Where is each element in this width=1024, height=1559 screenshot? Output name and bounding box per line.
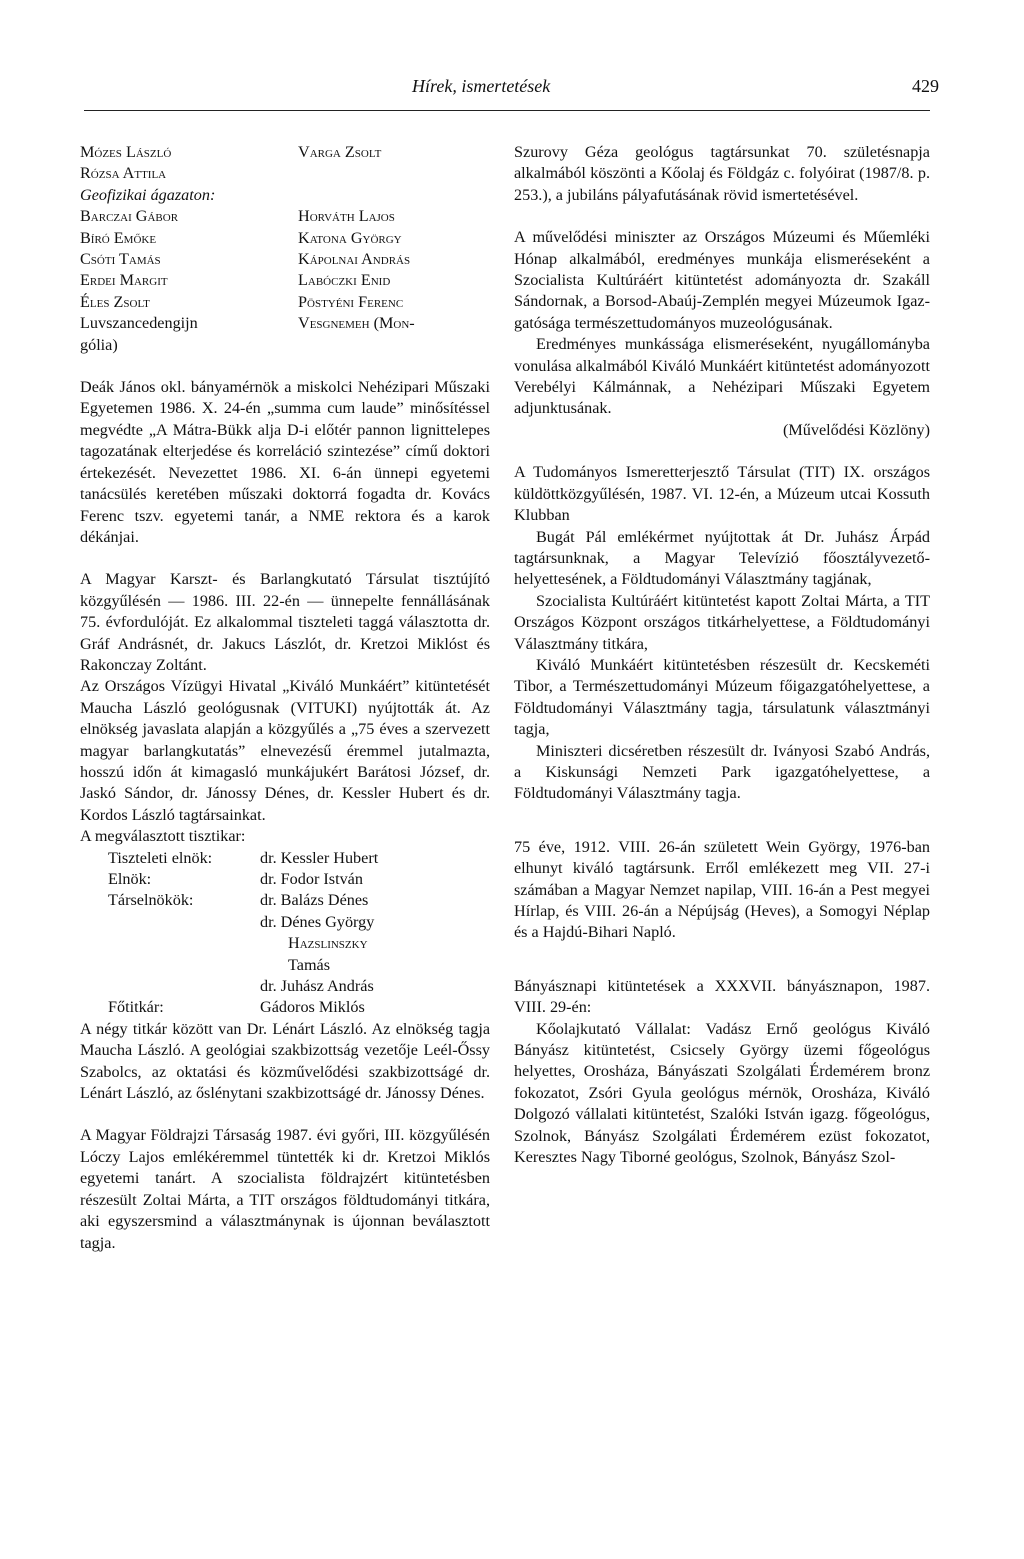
paragraph-kivalo: Kiváló Munkáért kitüntetésben részesült dr. Kecskeméti Tibor, a Természettudományi Múzeum főigazgatóhelyettese, a Földtudományi Választmány tagja, társulatunk választmányi tagja,: [514, 655, 930, 739]
officer-role: Főtitkár:: [108, 998, 164, 1017]
right-column: [514, 142, 930, 1168]
paragraph-bugat: Bugát Pál emlékérmet nyújtottak át Dr. Juhász Árpád tagtársunknak, a Magyar Televízió főosztályvezető-helyettesének, a Földtudományi Választmány tagjának,: [514, 527, 930, 589]
name-entry: Csóti Tamás: [80, 250, 161, 269]
name-entry: Katona György: [298, 228, 402, 247]
officer-row: [80, 997, 490, 1018]
name-entry-continuation: gólia): [80, 335, 118, 354]
name-entry: [298, 163, 490, 184]
officer-name: Gádoros Miklós: [260, 998, 365, 1017]
officer-role: [80, 912, 260, 933]
left-column: [80, 142, 490, 1254]
officer-name: Tamás: [288, 955, 331, 974]
paragraph-miniszteri: Miniszteri dicséretben részesült dr. Iványosi Szabó András, a Kiskunsági Nemzeti Park igazgatóhelyettese, a Földtudományi Választmány tagja.: [514, 741, 930, 803]
officer-role: [80, 955, 260, 976]
officer-role: Társelnökök:: [108, 891, 194, 910]
officer-row: [80, 848, 490, 869]
name-entry: Varga Zsolt: [298, 143, 382, 161]
paragraph-szurovy: Szurovy Géza geológus tagtársunkat 70. születésnapja alkalmából köszönti a Kőolaj és Földgáz c. folyóirat (1987/8. p. 253.), a jubiláns pályafutásának rövid ismertetésével.: [514, 143, 930, 204]
officer-name: dr. Balázs Dénes: [260, 891, 369, 910]
officer-role: Tiszteleti elnök:: [108, 848, 213, 867]
name-entry: Erdei Margit: [80, 271, 168, 290]
name-entry: Mózes László: [80, 143, 172, 161]
officer-name: dr. Dénes György: [260, 912, 375, 931]
paragraph-szoc-kult: Szocialista Kultúráért kitüntetést kapott Zoltai Márta, a TIT Országos Központ országos titkárhelyettese, a Földtudományi Választmány titkára,: [514, 591, 930, 653]
officer-row: [80, 890, 490, 911]
officer-row: [80, 955, 490, 976]
name-entry: Vesgnemeh (Mon-: [298, 314, 415, 333]
officer-row: [80, 976, 490, 997]
paragraph-foldrajzi: A Magyar Földrajzi Társaság 1987. évi győri, III. közgyűlésén Lóczy Lajos emlékéremmel tüntették ki dr. Kretzoi Miklós egyetemi tanárt. A szocialista földrajzért kitüntetésben részesült Zoltai Márta, a TIT országos földtudományi titkára, aki egyszersmind a választmánynak is újonnan beválasztott tagja.: [80, 1126, 490, 1252]
running-title: Hírek, ismertetések: [412, 76, 551, 96]
officer-name: dr. Juhász András: [260, 977, 374, 996]
name-entry: Bíró Emőke: [80, 228, 157, 247]
officer-row: [80, 933, 490, 954]
header-rule: [84, 110, 930, 111]
officer-row: [80, 869, 490, 890]
name-entry: Éles Zsolt: [80, 292, 150, 311]
paragraph-wein: 75 éve, 1912. VIII. 26-án született Wein György, 1976-ban elhunyt kiváló tagtársunk. Erről emlékezett meg VII. 27-i számában a Magyar Nemzet napilap, VIII. 16-án a Pest megyei Hírlap, és VIII. 26-án a Népújság (Heves), a Somogyi Néplap és a Hajdú-Bihari Napló.: [514, 837, 930, 942]
paragraph-deak: Deák János okl. bányamérnök a miskolci Nehézipari Műszaki Egyetemen 1986. X. 24-én „summa cum laude” minősítéssel megvédte „A Mátra-Bükk alja D-i előtér pannon lignittelepes tagozatának elterjedése és korreláció szintezése” című doktori értekezését. Nevezettet 1986. XI. 6-án ünnepi egyetemi tanácsülés keretében műszaki doktorrá fogadta dr. Kovács Ferenc tszv. egyetemi tanár, a NME rektora és a karok dékánjai.: [80, 378, 490, 546]
officer-name: Hazslinszky: [288, 934, 368, 953]
name-entry: Barczai Gábor: [80, 207, 179, 226]
paragraph-banyasznapi: Bányásznapi kitüntetések a XXXVII. bányásznapon, 1987. VIII. 29-én:: [514, 976, 930, 1017]
officers-list: [80, 848, 490, 1019]
paragraph-muvelodesi: A művelődési miniszter az Országos Múzeumi és Műemléki Hónap alkalmából, eredményes munkája elismeréseként a Szocialista Kultúráért kitüntetést adományozta dr. Szakáll Sándornak, a Borsod-Abaúj-Zemplén megyei Múzeumok Igazgatósága természettudományos muzeológusának.: [514, 228, 930, 332]
officer-row: [80, 912, 490, 933]
paragraph-eredmenyes: Eredményes munkássága elismeréseként, nyugállományba vonulása alkalmából Kiváló Munkáért kitüntetést adományozott Verebélyi Kálmánnak, a Nehézipari Műszaki Egyetem adjunktusának.: [514, 335, 930, 418]
name-entry: Horváth Lajos: [298, 207, 395, 226]
name-entry: Kápolnai András: [298, 250, 411, 269]
name-entry: Pöstyéni Ferenc: [298, 292, 404, 311]
officer-role: [80, 933, 260, 954]
paragraph-titkar: A négy titkár között van Dr. Lénárt László. Az elnökség tagja Maucha László. A geológiai szakbizottság vezetője Leél-Őssy Szabolcs, az oktatási és közművelődési szakbizottságé dr. Lénárt László, az őslénytani szakbizottságé dr. Jánossy Dénes.: [80, 1019, 490, 1103]
member-name-list: [80, 142, 490, 356]
name-entry: [298, 185, 490, 206]
section-label: Geofizikai ágazaton:: [80, 185, 216, 204]
paragraph-karszt: A Magyar Karszt- és Barlangkutató Társulat tisztújító közgyűlésén — 1986. III. 22-én — ünnepelte fennállásának 75. évfordulóját. Ez alkalommal tiszteleti taggá választotta dr. Gráf Andrásnét, dr. Jakucs Lászlót, dr. Kretzoi Miklóst és Rakonczay Zoltánt.: [80, 570, 490, 674]
paragraph-tit-intro: A Tudományos Ismeretterjesztő Társulat (TIT) IX. országos küldöttközgyűlésén, 1987. VI. 12-én, a Múzeum utcai Kossuth Klubban: [514, 463, 930, 525]
officer-name: dr. Fodor István: [260, 870, 363, 888]
officer-role: [80, 976, 260, 997]
paragraph-koolaj: Kőolajkutató Vállalat: Vadász Ernő geológus Kiváló Bányász kitüntetést, Csicsely György üzemi főgeológus helyettes, Orosháza, Bányászati Szolgálati Érdemérem bronz fokozatot, Zsóri Gyula geológus mérnök, Orosháza, Kiváló Dolgozó vállalati kitüntetést, Szalóki István igazg. főgeológus, Szolnok, Bányász Szolgálati Érdemérem ezüst fokozatot, Keresztes Nagy Tiborné geológus, Szolnok, Bányász Szol-: [514, 1019, 930, 1167]
officers-intro: A megválasztott tisztikar:: [80, 827, 246, 846]
source-note: (Művelődési Közlöny): [782, 420, 930, 439]
paragraph-vizugyi: Az Országos Vízügyi Hivatal „Kiváló Munkáért” kitüntetését Maucha László geológusnak (VITUKI) nyújtották át. Az elnökség javaslata alapján a közgyűlés a „75 éves a szervezett magyar barlangkutatás” elnevezésű éremmel jutalmazta, hosszú időn át kimagasló munkájukért Barátosi József, dr. Jaskó Sándor, dr. Jánossy Dénes, dr. Kessler Hubert és dr. Kordos László tagtársainkat.: [80, 677, 490, 824]
name-entry: Labóczki Enid: [298, 271, 391, 290]
name-entry: Luvszancedengijn: [80, 314, 198, 333]
officer-role: Elnök:: [108, 870, 152, 888]
page-number: 429: [912, 76, 939, 96]
name-entry: Rózsa Attila: [80, 164, 167, 183]
officer-name: dr. Kessler Hubert: [260, 848, 379, 867]
